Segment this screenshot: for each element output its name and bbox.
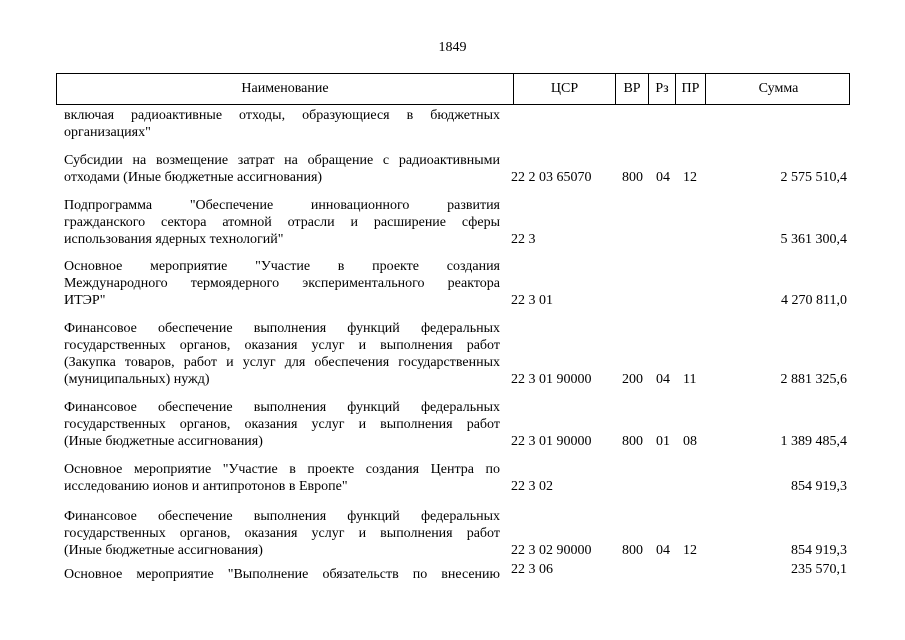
row-name-line: (Закупка товаров, работ и услуг для обеспечения государственных <box>64 355 500 370</box>
row-pr: 12 <box>683 170 697 185</box>
row-csr: 22 3 <box>511 232 536 247</box>
row-name-line: Основное мероприятие "Участие в проекте создания Центра по <box>64 462 500 477</box>
header-rz: Рз <box>648 74 675 104</box>
row-name-line: государственных органов, оказания услуг и выполнения работ <box>64 417 500 432</box>
row-csr: 22 2 03 65070 <box>511 170 592 185</box>
row-name-line: включая радиоактивные отходы, образующиеся в бюджетных <box>64 108 500 123</box>
row-csr: 22 3 01 90000 <box>511 434 592 449</box>
row-name-line: исследованию ионов и антипротонов в Европе" <box>64 479 348 494</box>
row-csr: 22 3 01 <box>511 293 553 308</box>
row-pr: 08 <box>683 434 697 449</box>
row-name-line: государственных органов, оказания услуг и выполнения работ <box>64 338 500 353</box>
row-rz: 01 <box>656 434 670 449</box>
page-number: 1849 <box>438 40 467 55</box>
row-csr: 22 3 02 90000 <box>511 543 592 558</box>
row-pr: 12 <box>683 543 697 558</box>
row-sum: 4 270 811,0 <box>781 293 847 308</box>
row-name-line: (муниципальных) нужд) <box>64 372 210 387</box>
row-name-line: отходами (Иные бюджетные ассигнования) <box>64 170 323 185</box>
row-sum: 5 361 300,4 <box>780 232 847 247</box>
header-pr: ПР <box>675 74 705 104</box>
row-name-line: Субсидии на возмещение затрат на обращение с радиоактивными <box>64 153 500 168</box>
row-vr: 800 <box>622 170 643 185</box>
row-name-line: (Иные бюджетные ассигнования) <box>64 543 263 558</box>
header-csr: ЦСР <box>513 74 615 104</box>
row-rz: 04 <box>656 543 670 558</box>
row-name-line: (Иные бюджетные ассигнования) <box>64 434 263 449</box>
row-sum: 1 389 485,4 <box>780 434 847 449</box>
row-name-line: государственных органов, оказания услуг и выполнения работ <box>64 526 500 541</box>
row-name-line: Финансовое обеспечение выполнения функций федеральных <box>64 400 500 415</box>
row-rz: 04 <box>656 170 670 185</box>
row-name-line: ИТЭР" <box>64 293 106 308</box>
row-rz: 04 <box>656 372 670 387</box>
row-csr: 22 3 02 <box>511 479 553 494</box>
row-sum: 854 919,3 <box>791 479 847 494</box>
row-name-line: использования ядерных технологий" <box>64 232 284 247</box>
row-name-line: Финансовое обеспечение выполнения функций федеральных <box>64 321 500 336</box>
header-vr: ВР <box>615 74 648 104</box>
row-name-line: Основное мероприятие "Выполнение обязательств по внесению <box>64 567 500 582</box>
row-sum: 854 919,3 <box>791 543 847 558</box>
row-vr: 200 <box>622 372 643 387</box>
row-pr: 11 <box>683 372 697 387</box>
row-name-line: организациях" <box>64 125 151 140</box>
row-name-line: гражданского сектора атомной отрасли и расширение сферы <box>64 215 500 230</box>
header-name: Наименование <box>241 81 329 96</box>
row-csr: 22 3 01 90000 <box>511 372 592 387</box>
row-name-line: Международного термоядерного экспериментального реактора <box>64 276 500 291</box>
row-sum: 2 575 510,4 <box>780 170 847 185</box>
row-name-line: Основное мероприятие "Участие в проекте создания <box>64 259 500 274</box>
header-sum: Сумма <box>705 74 851 104</box>
row-sum: 2 881 325,6 <box>780 372 847 387</box>
row-name-line: Подпрограмма "Обеспечение инновационного развития <box>64 198 500 213</box>
row-sum: 235 570,1 <box>791 562 847 577</box>
row-vr: 800 <box>622 434 643 449</box>
row-name-line: Финансовое обеспечение выполнения функций федеральных <box>64 509 500 524</box>
row-vr: 800 <box>622 543 643 558</box>
row-csr: 22 3 06 <box>511 562 553 577</box>
table-header <box>56 73 850 105</box>
